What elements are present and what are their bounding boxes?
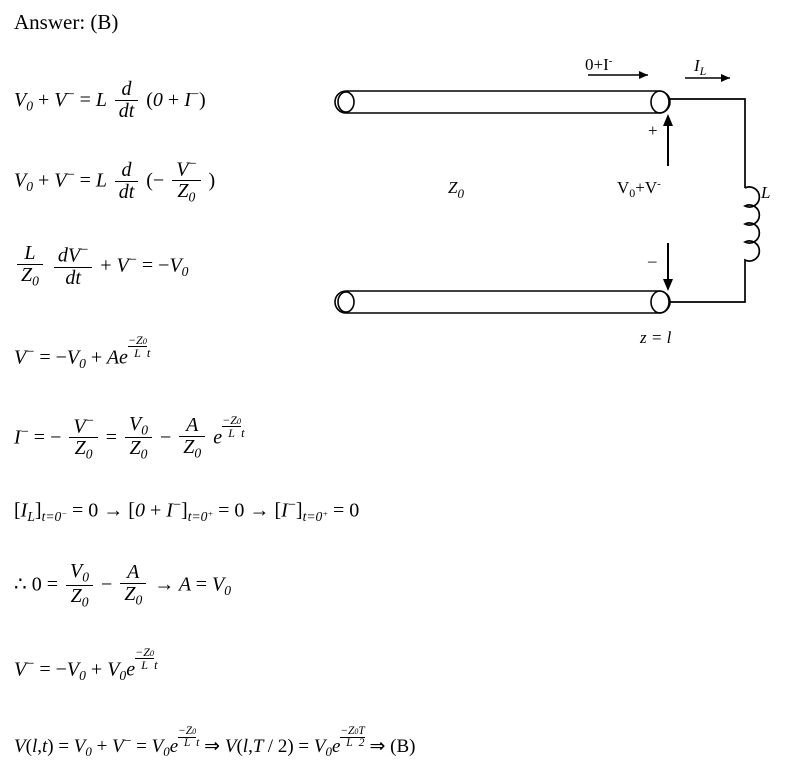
- equation-7: ∴ 0 = $\frac{V_0}{Z_0}$ − $\frac{A}{Z_0}$ → $A = V_0$: [14, 560, 232, 609]
- equation-5: I− = − $\frac{V^-}{Z_0}$ = $\frac{V_0}{Z_0}$ − $\frac{A}{Z_0}$ e $\frac{-Z0}{L}$ $^t$: [14, 412, 245, 462]
- answer-line: [14, 10, 118, 35]
- equation-4: $V^- = -V_0 + Ae$ $\frac{-Z0}{L}$ $^t$: [14, 333, 151, 371]
- label-minus-sign: –: [648, 251, 657, 270]
- label-voltage: $V_0+V^-$: [617, 178, 661, 200]
- equation-2: $V_0 + V^- = L$ $\frac{d}{dt}$ (− $\frac{V^-}{Z_0}$ ): [14, 156, 216, 205]
- equation-9: $V(l,t) = V_0 + V^- = V_0e$ $\frac{-Z0}{L}$ $^t$ ⇒ $V(l,T / 2) = V_0e$ $\frac{-Z0}{L}$ $\frac{T}{2}$ ⇒ (B): [14, 725, 416, 760]
- equation-8: $V^- = -V_0 + V_0e$ $\frac{-Z0}{L}$ $^t$: [14, 645, 158, 683]
- label-inductor: L: [761, 183, 771, 202]
- label-current-in: 0+I-: [585, 58, 613, 74]
- equation-6: $[I_L]_{t=0^-} = 0 \to [0 + I^-]_{t=0^+} = 0 \to [I^-]_{t=0^+} = 0$: [14, 497, 360, 524]
- answer-text: Answer: (B): [14, 10, 119, 34]
- circuit-diagram: [330, 58, 785, 358]
- equation-1: $V_0 + V^- = L$ $\frac{d}{dt}$ (0 + I−): [14, 78, 206, 122]
- label-position: z = l: [640, 328, 672, 347]
- label-impedance: $Z_0$: [448, 178, 464, 201]
- label-plus-sign: +: [648, 121, 658, 140]
- equation-3: $\frac{L}{Z_0}$ $\frac{dV^-}{dt}$ + $V^- = -V_0$: [14, 244, 188, 290]
- label-current-load: $I_L$: [694, 58, 707, 78]
